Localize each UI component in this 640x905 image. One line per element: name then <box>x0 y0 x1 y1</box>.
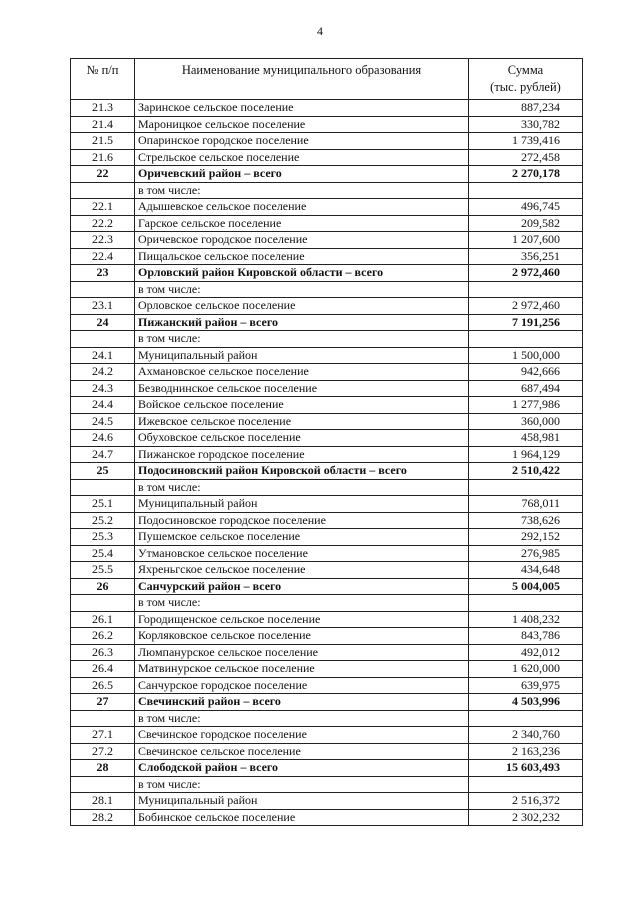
cell-name: Орловский район Кировской области – всего <box>135 265 469 282</box>
cell-sum: 5 004,005 <box>469 578 583 595</box>
cell-sum: 209,582 <box>469 215 583 232</box>
table-header-row <box>71 59 583 100</box>
cell-sum: 768,011 <box>469 496 583 513</box>
cell-sum: 2 340,760 <box>469 727 583 744</box>
cell-number: 27.2 <box>71 743 135 760</box>
cell-sum: 2 516,372 <box>469 793 583 810</box>
cell-sum: 687,494 <box>469 380 583 397</box>
cell-number: 24.3 <box>71 380 135 397</box>
table-row <box>71 793 583 810</box>
cell-number: 24.7 <box>71 446 135 463</box>
cell-sum: 1 964,129 <box>469 446 583 463</box>
cell-number: 21.6 <box>71 149 135 166</box>
header-sum-title: Сумма <box>507 63 544 77</box>
cell-name: в том числе: <box>135 281 469 298</box>
cell-sum: 292,152 <box>469 529 583 546</box>
cell-sum <box>469 281 583 298</box>
cell-sum: 15 603,493 <box>469 760 583 777</box>
cell-number <box>71 182 135 199</box>
table-row <box>71 677 583 694</box>
cell-number: 26.2 <box>71 628 135 645</box>
cell-number <box>71 776 135 793</box>
cell-sum: 1 408,232 <box>469 611 583 628</box>
cell-number <box>71 479 135 496</box>
cell-number: 28 <box>71 760 135 777</box>
cell-number: 22 <box>71 166 135 183</box>
table-row <box>71 199 583 216</box>
table-row <box>71 479 583 496</box>
cell-sum: 330,782 <box>469 116 583 133</box>
table-row-total <box>71 578 583 595</box>
table-row <box>71 776 583 793</box>
cell-name: Санчурский район – всего <box>135 578 469 595</box>
table-row-total <box>71 166 583 183</box>
cell-number: 26.4 <box>71 661 135 678</box>
page-number: 4 <box>317 24 323 38</box>
header-name: Наименование муниципального образования <box>135 59 469 100</box>
table-row <box>71 743 583 760</box>
cell-number: 25.2 <box>71 512 135 529</box>
cell-name: в том числе: <box>135 776 469 793</box>
cell-name: Муниципальный район <box>135 793 469 810</box>
table-row <box>71 281 583 298</box>
cell-number: 22.3 <box>71 232 135 249</box>
cell-name: Бобинское сельское поселение <box>135 809 469 826</box>
cell-sum: 2 510,422 <box>469 463 583 480</box>
table-row <box>71 430 583 447</box>
table-row-total <box>71 694 583 711</box>
table-row <box>71 298 583 315</box>
header-number: № п/п <box>71 59 135 100</box>
cell-name: Мароницкое сельское поселение <box>135 116 469 133</box>
budget-table <box>70 58 583 826</box>
cell-sum: 2 270,178 <box>469 166 583 183</box>
cell-sum: 1 620,000 <box>469 661 583 678</box>
cell-name: Подосиновское городское поселение <box>135 512 469 529</box>
cell-sum: 272,458 <box>469 149 583 166</box>
cell-number: 26.1 <box>71 611 135 628</box>
cell-name: Свечинское сельское поселение <box>135 743 469 760</box>
cell-number: 21.5 <box>71 133 135 150</box>
table-row <box>71 347 583 364</box>
cell-name: Подосиновский район Кировской области – всего <box>135 463 469 480</box>
cell-name: Стрельское сельское поселение <box>135 149 469 166</box>
cell-name: Муниципальный район <box>135 347 469 364</box>
cell-number: 24.2 <box>71 364 135 381</box>
cell-sum: 2 972,460 <box>469 298 583 315</box>
cell-number: 27 <box>71 694 135 711</box>
cell-name: Утмановское сельское поселение <box>135 545 469 562</box>
cell-sum: 492,012 <box>469 644 583 661</box>
cell-number: 23 <box>71 265 135 282</box>
cell-sum <box>469 331 583 348</box>
table-row <box>71 413 583 430</box>
cell-name: в том числе: <box>135 182 469 199</box>
cell-name: в том числе: <box>135 331 469 348</box>
cell-name: Орловское сельское поселение <box>135 298 469 315</box>
cell-number: 24 <box>71 314 135 331</box>
cell-sum: 458,981 <box>469 430 583 447</box>
cell-name: Адышевское сельское поселение <box>135 199 469 216</box>
table-row <box>71 529 583 546</box>
cell-number: 26.5 <box>71 677 135 694</box>
cell-name: в том числе: <box>135 595 469 612</box>
table-row <box>71 710 583 727</box>
cell-name: Пушемское сельское поселение <box>135 529 469 546</box>
table-row <box>71 727 583 744</box>
table-row <box>71 397 583 414</box>
cell-name: Слободской район – всего <box>135 760 469 777</box>
cell-name: Заринское сельское поселение <box>135 100 469 117</box>
table-row <box>71 595 583 612</box>
cell-name: Свечинское городское поселение <box>135 727 469 744</box>
cell-sum <box>469 710 583 727</box>
table-row <box>71 149 583 166</box>
cell-name: в том числе: <box>135 710 469 727</box>
cell-number: 27.1 <box>71 727 135 744</box>
cell-name: Матвинурское сельское поселение <box>135 661 469 678</box>
cell-sum: 887,234 <box>469 100 583 117</box>
cell-name: Опаринское городское поселение <box>135 133 469 150</box>
cell-name: Обуховское сельское поселение <box>135 430 469 447</box>
cell-sum: 276,985 <box>469 545 583 562</box>
cell-name: Оричевское городское поселение <box>135 232 469 249</box>
table-row <box>71 545 583 562</box>
cell-number: 22.2 <box>71 215 135 232</box>
cell-number: 25.5 <box>71 562 135 579</box>
cell-sum: 360,000 <box>469 413 583 430</box>
table-row <box>71 644 583 661</box>
cell-number: 24.4 <box>71 397 135 414</box>
cell-sum <box>469 182 583 199</box>
table-row-total <box>71 760 583 777</box>
cell-sum <box>469 595 583 612</box>
table-row-total <box>71 265 583 282</box>
cell-number: 21.4 <box>71 116 135 133</box>
table-row <box>71 215 583 232</box>
cell-name: Корляковское сельское поселение <box>135 628 469 645</box>
cell-number: 23.1 <box>71 298 135 315</box>
table-row <box>71 562 583 579</box>
table-row <box>71 809 583 826</box>
table-row <box>71 380 583 397</box>
table-row <box>71 100 583 117</box>
table-row-total <box>71 463 583 480</box>
cell-sum: 2 302,232 <box>469 809 583 826</box>
table-row <box>71 116 583 133</box>
cell-name: Оричевский район – всего <box>135 166 469 183</box>
cell-number: 25.1 <box>71 496 135 513</box>
cell-sum: 1 500,000 <box>469 347 583 364</box>
cell-number <box>71 331 135 348</box>
table-row <box>71 496 583 513</box>
cell-name: Санчурское городское поселение <box>135 677 469 694</box>
cell-sum: 639,975 <box>469 677 583 694</box>
cell-number: 24.6 <box>71 430 135 447</box>
cell-number: 21.3 <box>71 100 135 117</box>
cell-sum: 496,745 <box>469 199 583 216</box>
cell-name: Пижанское городское поселение <box>135 446 469 463</box>
cell-name: Пижанский район – всего <box>135 314 469 331</box>
table-row <box>71 248 583 265</box>
cell-number: 25.3 <box>71 529 135 546</box>
table-row <box>71 446 583 463</box>
cell-sum: 942,666 <box>469 364 583 381</box>
table-body <box>71 100 583 826</box>
cell-number: 25.4 <box>71 545 135 562</box>
cell-sum <box>469 479 583 496</box>
cell-sum <box>469 776 583 793</box>
table-row <box>71 182 583 199</box>
table-row <box>71 611 583 628</box>
cell-name: Свечинский район – всего <box>135 694 469 711</box>
header-sum-unit: (тыс. рублей) <box>490 80 561 94</box>
cell-name: Гарское сельское поселение <box>135 215 469 232</box>
cell-name: Люмпанурское сельское поселение <box>135 644 469 661</box>
cell-sum: 843,786 <box>469 628 583 645</box>
cell-name: в том числе: <box>135 479 469 496</box>
table-row <box>71 364 583 381</box>
cell-sum: 1 739,416 <box>469 133 583 150</box>
cell-sum: 356,251 <box>469 248 583 265</box>
header-sum <box>469 59 583 100</box>
cell-sum: 2 163,236 <box>469 743 583 760</box>
cell-number: 26 <box>71 578 135 595</box>
cell-sum: 7 191,256 <box>469 314 583 331</box>
table-row <box>71 661 583 678</box>
cell-name: Ахмановское сельское поселение <box>135 364 469 381</box>
cell-number: 28.1 <box>71 793 135 810</box>
cell-number: 26.3 <box>71 644 135 661</box>
table-row <box>71 133 583 150</box>
table-row-total <box>71 314 583 331</box>
cell-sum: 434,648 <box>469 562 583 579</box>
cell-name: Пищальское сельское поселение <box>135 248 469 265</box>
cell-number <box>71 595 135 612</box>
cell-number: 24.1 <box>71 347 135 364</box>
cell-number <box>71 281 135 298</box>
cell-sum: 738,626 <box>469 512 583 529</box>
cell-name: Яхреньгское сельское поселение <box>135 562 469 579</box>
cell-name: Муниципальный район <box>135 496 469 513</box>
cell-name: Безводнинское сельское поселение <box>135 380 469 397</box>
cell-name: Войское сельское поселение <box>135 397 469 414</box>
cell-number: 22.4 <box>71 248 135 265</box>
cell-number: 24.5 <box>71 413 135 430</box>
cell-sum: 1 207,600 <box>469 232 583 249</box>
cell-sum: 2 972,460 <box>469 265 583 282</box>
table-row <box>71 331 583 348</box>
cell-name: Ижевское сельское поселение <box>135 413 469 430</box>
table-row <box>71 232 583 249</box>
cell-number <box>71 710 135 727</box>
cell-number: 22.1 <box>71 199 135 216</box>
table-row <box>71 628 583 645</box>
cell-sum: 1 277,986 <box>469 397 583 414</box>
cell-number: 25 <box>71 463 135 480</box>
cell-name: Городищенское сельское поселение <box>135 611 469 628</box>
table-row <box>71 512 583 529</box>
cell-sum: 4 503,996 <box>469 694 583 711</box>
cell-number: 28.2 <box>71 809 135 826</box>
